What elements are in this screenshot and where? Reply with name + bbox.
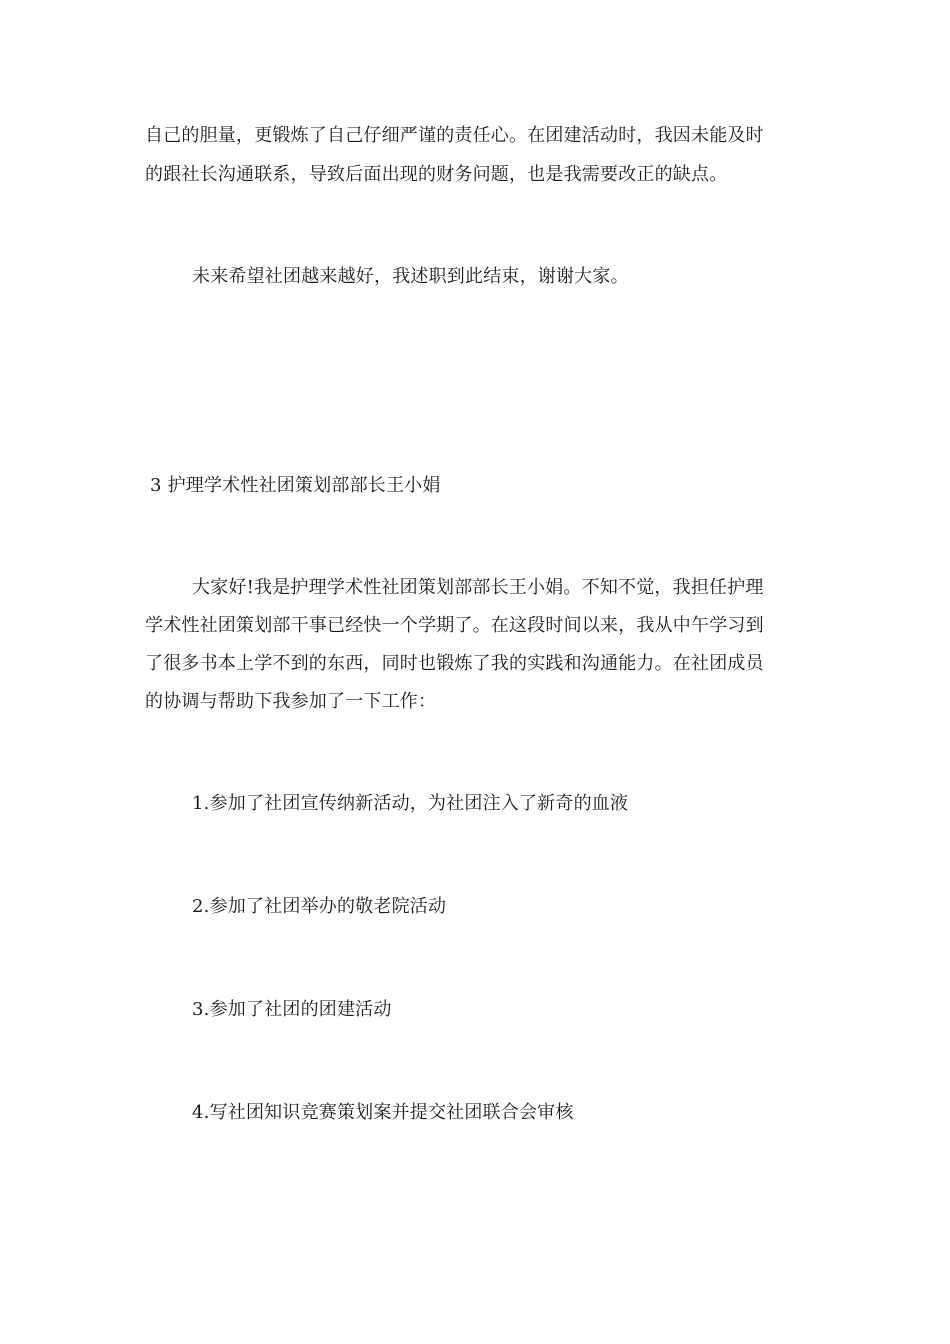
- section-heading: 3 护理学术性社团策划部部长王小娟: [150, 475, 441, 496]
- list-item: 4.写社团知识竞赛策划案并提交社团联合会审核: [192, 1102, 574, 1123]
- list-item: 3.参加了社团的团建活动: [192, 999, 392, 1020]
- list-item: 1.参加了社团宣传纳新活动，为社团注入了新奇的血液: [192, 793, 629, 814]
- paragraph-3-line-4: 的协调与帮助下我参加了一下工作：: [145, 691, 437, 712]
- paragraph-3-line-3: 了很多书本上学不到的东西，同时也锻炼了我的实践和沟通能力。在社团成员: [145, 653, 764, 674]
- paragraph-2: 未来希望社团越来越好，我述职到此结束，谢谢大家。: [192, 266, 629, 287]
- paragraph-1-line-2: 的跟社长沟通联系，导致后面出现的财务问题，也是我需要改正的缺点。: [145, 164, 728, 185]
- paragraph-3-line-2: 学术性社团策划部干事已经快一个学期了。在这段时间以来，我从中午学习到: [145, 615, 764, 636]
- paragraph-3-line-1: 大家好!我是护理学术性社团策划部部长王小娟。不知不觉，我担任护理: [192, 577, 764, 598]
- list-item: 2.参加了社团举办的敬老院活动: [192, 896, 447, 917]
- paragraph-1-line-1: 自己的胆量，更锻炼了自己仔细严谨的责任心。在团建活动时，我因未能及时: [145, 125, 764, 146]
